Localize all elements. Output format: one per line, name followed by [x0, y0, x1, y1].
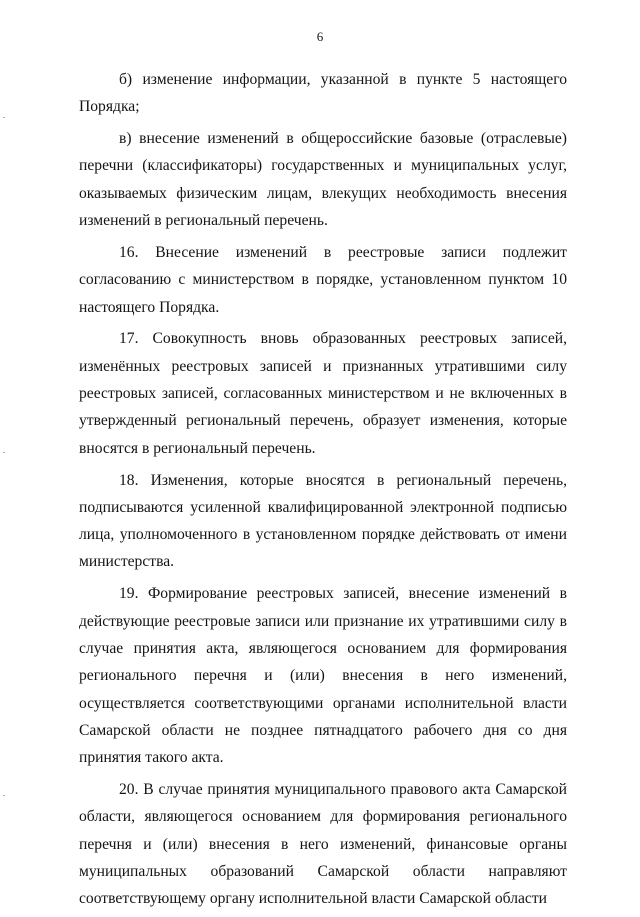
paragraph-18: 18. Изменения, которые вносятся в региональный перечень, подписываются усиленной квалифицированной электронной подписью лица, уполномоченного в установленном порядке действовать от имени министерства.: [79, 471, 567, 571]
paragraph-item-b: б) изменение информации, указанной в пункте 5 настоящего Порядка;: [79, 71, 567, 116]
paragraph-16: 16. Внесение изменений в реестровые записи подлежит согласованию с министерством в порядке, установленном пунктом 10 настоящего Порядка.: [79, 243, 567, 316]
scan-margin-mark: [3, 795, 5, 796]
scan-margin-mark: [3, 452, 5, 453]
paragraph-19: 19. Формирование реестровых записей, внесение изменений в действующие реестровые записи или признание их утратившими силу в случае принятия акта, являющегося основанием для формирования регионального перечня и (или) внесения в него изменений, осуществляется соответствующими органами исполнительной власти Самарской области не позднее пятнадцатого рабочего дня со дня принятия такого акта.: [79, 585, 567, 767]
paragraph-17: 17. Совокупность вновь образованных реестровых записей, изменённых реестровых записей и признанных утратившими силу реестровых записей, согласованных министерством и не включенных в утвержденный региональный перечень, образует изменения, которые вносятся в региональный перечень.: [79, 330, 567, 457]
paragraph-item-v: в) внесение изменений в общероссийские базовые (отраслевые) перечни (классификаторы) государственных и муниципальных услуг, оказываемых физическим лицам, влекущих необходимость внесения изменений в региональный перечень.: [79, 130, 567, 230]
scan-margin-mark: [3, 117, 5, 118]
paragraph-20: 20. В случае принятия муниципального правового акта Самарской области, являющегося основанием для формирования регионального перечня и (или) внесения в него изменений, финансовые органы муниципальных образований Самарской области направляют соответствующему органу исполнительной власти Самарской области: [79, 780, 567, 908]
page-number: 6: [316, 29, 324, 44]
document-body: [79, 66, 567, 917]
